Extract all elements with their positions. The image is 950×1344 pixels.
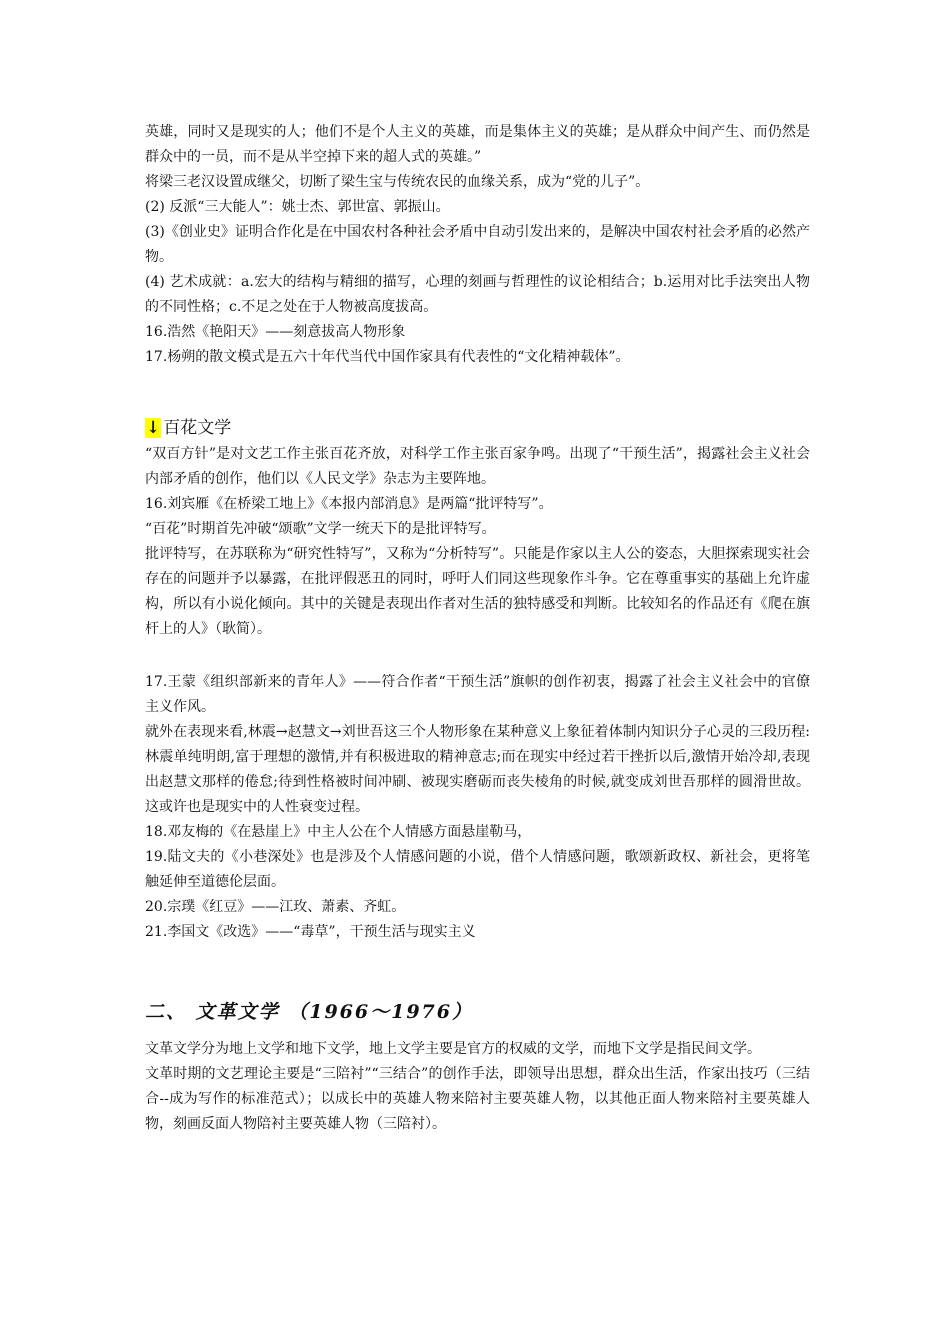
baihua-heading [145, 414, 810, 442]
paragraph: 将梁三老汉设置成继父，切断了梁生宝与传统农民的血缘关系，成为“党的儿子”。 [145, 174, 650, 190]
document-page [145, 120, 810, 1137]
paragraph: “双百方针”是对文艺工作主张百花齐放，对科学工作主张百家争鸣。出现了“干预生活”，揭露社会主义社会内部矛盾的创作，他们以《人民文学》杂志为主要阵地。 [145, 446, 810, 487]
paragraph: “百花”时期首先冲破“颂歌”文学一统天下的是批评特写。 [145, 521, 496, 537]
previous-section [145, 120, 810, 370]
paragraph: 16.浩然《艳阳天》——刻意拔高人物形象 [145, 324, 406, 340]
baihua-section [145, 414, 810, 945]
paragraph: 20.宗璞《红豆》——江玫、萧素、齐虹。 [145, 899, 406, 915]
paragraph: 17.杨朔的散文模式是五六十年代当代中国作家具有代表性的“文化精神载体”。 [145, 349, 630, 365]
spacer [145, 945, 810, 995]
paragraph: 17.王蒙《组织部新来的青年人》——符合作者“干预生活”旗帜的创作初衷，揭露了社会主义社会中的官僚主义作风。 [145, 674, 810, 715]
paragraph: 就外在表现来看,林震→赵慧文→刘世吾这三个人物形象在某种意义上象征着体制内知识分子心灵的三段历程:林震单纯明朗,富于理想的激情,并有积极进取的精神意志;而在现实中经过若干挫折以后,激情开始冷却,表现出赵慧文那样的倦怠;待到性格被时间冲刷、被现实磨砺而丧失棱角的时候,就变成刘世吾那样的圆滑世故。这或许也是现实中的人性衰变过程。 [145, 724, 810, 815]
paragraph: 文革时期的文艺理论主要是“三陪衬”“三结合”的创作手法，即领导出思想，群众出生活，作家出技巧（三结合--成为写作的标准范式）；以成长中的英雄人物来陪衬主要英雄人物，以其他正面人物来陪衬主要英雄人物，刻画反面人物陪衬主要英雄人物（三陪衬）。 [145, 1066, 810, 1132]
paragraph: 18.邓友梅的《在悬崖上》中主人公在个人情感方面悬崖勒马， [145, 824, 532, 840]
paragraph: (4) 艺术成就：a.宏大的结构与精细的描写，心理的刻画与哲理性的议论相结合；b.运用对比手法突出人物的不同性格；c.不足之处在于人物被高度拔高。 [145, 274, 810, 315]
paragraph: 19.陆文夫的《小巷深处》也是涉及个人情感问题的小说，借个人情感问题，歌颂新政权、新社会，更将笔触延伸至道德伦层面。 [145, 849, 810, 890]
spacer [145, 370, 810, 414]
paragraph: 批评特写，在苏联称为“研究性特写”，又称为“分析特写”。只能是作家以主人公的姿态，大胆探索现实社会存在的问题并予以暴露，在批评假恶丑的同时，呼吁人们同这些现象作斗争。它在尊重事实的基础上允许虚构，所以有小说化倾向。其中的关键是表现出作者对生活的独特感受和判断。比较知名的作品还有《爬在旗杆上的人》（耿简）。 [145, 546, 810, 637]
baihua-title: 百花文学 [163, 418, 232, 438]
paragraph: 21.李国文《改选》——“毒草”，干预生活与现实主义 [145, 924, 476, 940]
paragraph: 英雄，同时又是现实的人；他们不是个人主义的英雄，而是集体主义的英雄；是从群众中间产生、而仍然是群众中的一员，而不是从半空掉下来的超人式的英雄。” [145, 124, 810, 165]
paragraph: 16.刘宾雁《在桥梁工地上》《本报内部消息》是两篇“批评特写”。 [145, 496, 553, 512]
wenge-section [145, 995, 810, 1137]
down-arrow-icon: ↓ [146, 418, 161, 438]
spacer [145, 642, 810, 670]
paragraph: (2) 反派“三大能人”：姚士杰、郭世富、郭振山。 [145, 199, 450, 215]
paragraph: (3)《创业史》证明合作化是在中国农村各种社会矛盾中自动引发出来的，是解决中国农村社会矛盾的必然产物。 [145, 224, 810, 265]
wenge-heading: 二、 文革文学 （1966～1976） [145, 1001, 473, 1023]
paragraph: 文革文学分为地上文学和地下文学，地上文学主要是官方的权威的文学，而地下文学是指民间文学。 [145, 1041, 761, 1057]
